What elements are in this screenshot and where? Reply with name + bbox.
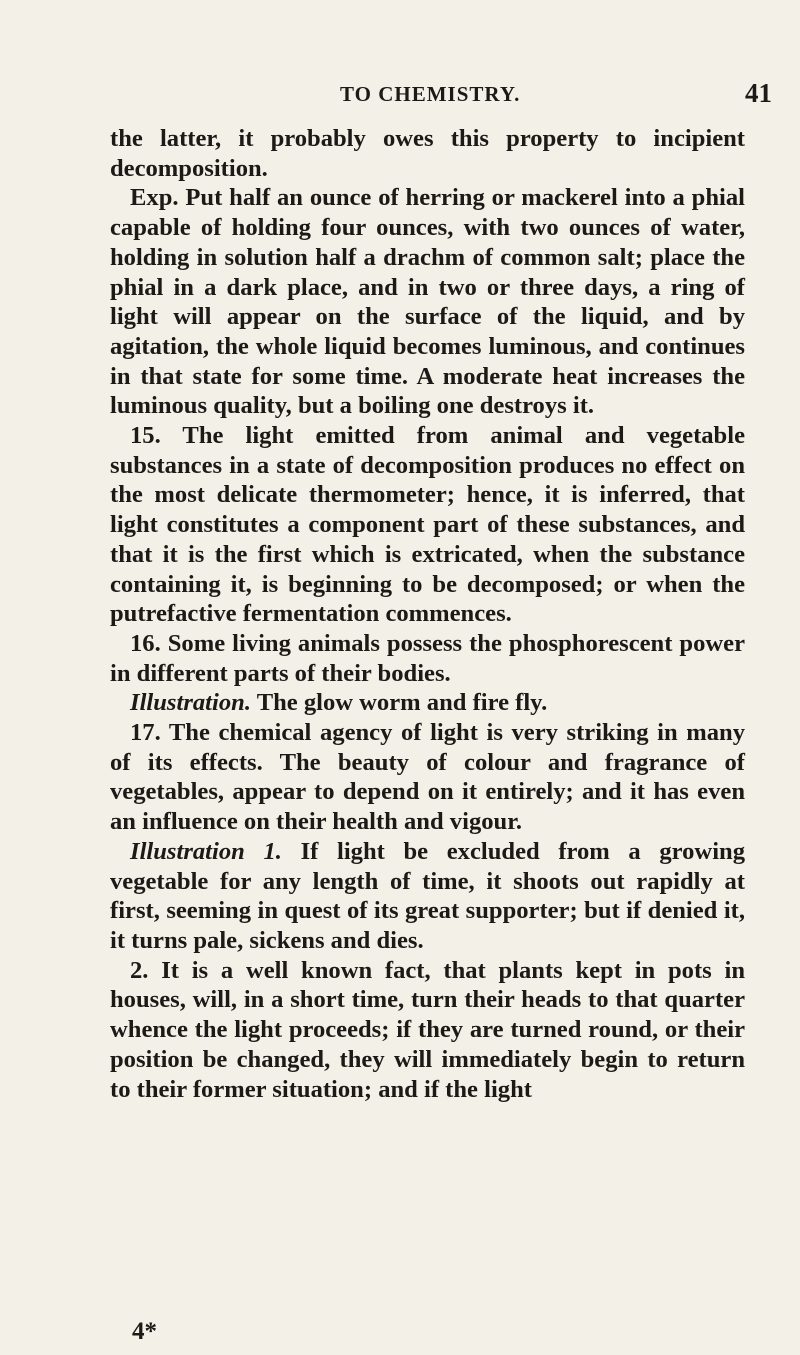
paragraph: Exp. Put half an ounce of herring or mackerel into a phial capable of holding four ounces, with two ounces of water, holding in solution half a drachm of common salt; place the phial in a dark place, and in two or three days, a ring of light will appear on the surface of the liquid, and by agitation, the whole liquid becomes luminous, and continues in that state for some time. A moderate heat increases the luminous quality, but a boiling one destroys it. bbox=[110, 184, 745, 420]
paragraph: the latter, it probably owes this property to incipient decomposition. bbox=[110, 125, 745, 182]
page-header bbox=[0, 78, 800, 112]
running-head: TO CHEMISTRY. bbox=[340, 82, 521, 106]
page-number: 41 bbox=[745, 78, 772, 108]
body-text bbox=[110, 124, 745, 1104]
illustration-label: Illustration. bbox=[130, 689, 251, 717]
signature-mark: 4* bbox=[132, 1318, 157, 1345]
paragraph: 17. The chemical agency of light is very striking in many of its effects. The beauty of colour and fragrance of vegetables, appear to depend on it entirely; and it has even an influence on their health and vigour. bbox=[110, 719, 745, 836]
illustration-label: Illustration 1. bbox=[130, 837, 282, 865]
paragraph: Illustration. The glow worm and fire fly. bbox=[130, 689, 548, 717]
paragraph: 2. It is a well known fact, that plants kept in pots in houses, will, in a short time, turn their heads to that quarter whence the light proceeds; if they are turned round, or their position be changed, they will immediately begin to return to their former situation; and if the light bbox=[110, 956, 745, 1103]
paragraph: 16. Some living animals possess the phosphorescent power in different parts of their bodies. bbox=[110, 629, 745, 687]
paragraph: 15. The light emitted from animal and vegetable substances in a state of decomposition produces no effect on the most delicate thermometer; hence, it is inferred, that light constitutes a component part of these substances, and that it is the first which is extricated, when the substance containing it, is beginning to be decomposed; or when the putrefactive fermentation commences. bbox=[110, 422, 745, 628]
paragraph: Illustration 1. If light be excluded from a growing vegetable for any length of time, it shoots out rapidly at first, seeming in quest of its great supporter; but if denied it, it turns pale, sickens and dies. bbox=[110, 837, 746, 954]
